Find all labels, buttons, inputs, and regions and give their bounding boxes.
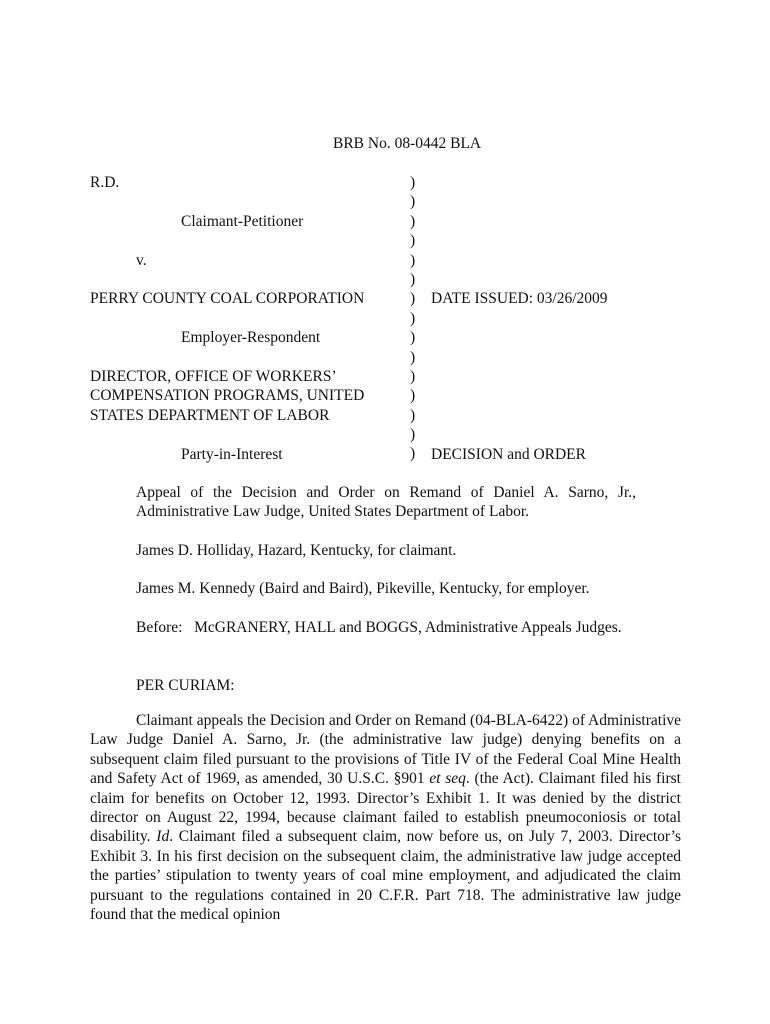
paren: ): [410, 406, 416, 424]
paren: ): [410, 290, 416, 308]
claimant-counsel: James D. Holliday, Hazard, Kentucky, for claimant.: [136, 542, 457, 559]
et-seq-citation: et seq: [429, 770, 466, 788]
paren: ): [410, 251, 416, 269]
case-caption: [90, 173, 690, 463]
director-line-1: DIRECTOR, OFFICE OF WORKERS’: [90, 368, 337, 385]
opinion-body: [90, 711, 681, 924]
paren: ): [410, 387, 416, 405]
paren: ): [410, 426, 416, 444]
opinion-text-part2: . (the Act). Claimant filed his first claim for benefits on October 12, 1993. Director’s Exhibit 1. It was denied by the district director on August 22, 1994, because claimant failed to establish pneumoconiosis or total disability.: [90, 770, 681, 846]
paren: ): [410, 270, 416, 288]
paren: ): [410, 174, 416, 191]
director-line-3: STATES DEPARTMENT OF LABOR: [90, 406, 330, 424]
claimant-role: Claimant-Petitioner: [181, 212, 304, 230]
panel-judges: Before: McGRANERY, HALL and BOGGS, Administrative Appeals Judges.: [136, 619, 622, 636]
paren: ): [410, 309, 416, 327]
versus: v.: [136, 251, 147, 269]
paren: ): [410, 193, 416, 211]
per-curiam-heading: PER CURIAM:: [136, 677, 235, 694]
employer-counsel: James M. Kennedy (Baird and Baird), Pikeville, Kentucky, for employer.: [136, 580, 590, 597]
paren: ): [410, 445, 416, 463]
opinion-text-part1: Claimant appeals the Decision and Order on Remand (04-BLA-6422) of Administrative Law Judge Daniel A. Sarno, Jr. (the administrative law judge) denying benefits on a subsequent claim filed pursuant to the provisions of Title IV of the Federal Coal Mine Health and Safety Act of 1969, as amended, 30 U.S.C. §901: [90, 712, 681, 788]
id-citation: Id: [156, 828, 170, 846]
decision-heading: DECISION and ORDER: [431, 445, 586, 463]
employer-role: Employer-Respondent: [181, 329, 321, 347]
caption-parentheses: [410, 173, 415, 464]
docket-number: BRB No. 08-0442 BLA: [333, 135, 482, 152]
party-role: Party-in-Interest: [181, 445, 283, 463]
paren: ): [410, 329, 416, 347]
date-issued: DATE ISSUED: 03/26/2009: [431, 290, 608, 308]
director-line-2: COMPENSATION PROGRAMS, UNITED: [90, 387, 365, 405]
paren: ): [410, 212, 416, 230]
claimant-name: R.D.: [90, 174, 120, 191]
opinion-text-part3: . Claimant filed a subsequent claim, now before us, on July 7, 2003. Director’s Exhibit 3. In his first decision on the subsequent claim, the administrative law judge accepted the parties’ stipulation to twenty years of coal mine employment, and adjudicated the claim pursuant to the regulations contained in 20 C.F.R. Part 718. The administrative law judge found that the medical opinion: [90, 828, 681, 924]
appeal-statement: Appeal of the Decision and Order on Remand of Daniel A. Sarno, Jr., Administrative Law Judge, United States Department of Labor.: [136, 484, 636, 521]
paren: ): [410, 348, 416, 366]
opinion-paragraph: [90, 711, 681, 924]
employer-name: PERRY COUNTY COAL CORPORATION: [90, 290, 365, 308]
paren: ): [410, 367, 416, 385]
paren: ): [410, 232, 416, 250]
